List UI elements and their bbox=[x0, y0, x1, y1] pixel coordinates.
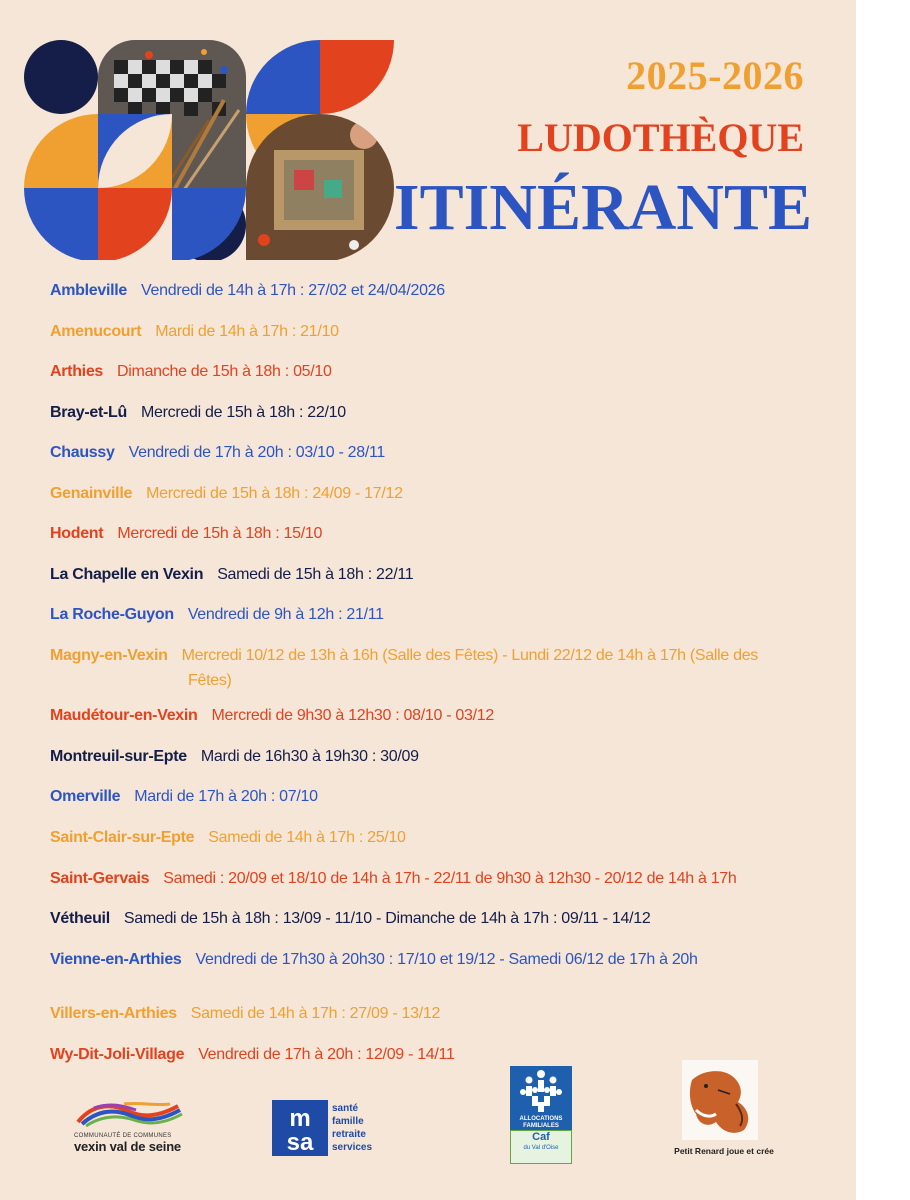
msa-logo bbox=[272, 1100, 394, 1158]
town-name: Bray-et-Lû bbox=[50, 404, 128, 421]
fox-image bbox=[682, 1060, 758, 1140]
town-schedule: Vendredi de 17h30 à 20h30 : 17/10 et 19/12 - Samedi 06/12 de 17h à 20h bbox=[195, 951, 698, 968]
years-title: 2025-2026 bbox=[626, 53, 804, 98]
town-name: Saint-Clair-sur-Epte bbox=[50, 829, 195, 846]
town-name: Chaussy bbox=[50, 444, 115, 461]
list-item bbox=[50, 481, 810, 506]
town-schedule: Samedi de 14h à 17h : 25/10 bbox=[208, 829, 406, 846]
blue-quarter-3 bbox=[246, 40, 320, 114]
svg-text:sa: sa bbox=[286, 1129, 314, 1156]
list-item bbox=[50, 562, 810, 587]
list-item bbox=[50, 602, 810, 627]
ccvvs-logo bbox=[74, 1100, 194, 1160]
ccvvs-small-text: COMMUNAUTÉ DE COMMUNES bbox=[74, 1133, 172, 1139]
msa-line: retraite bbox=[332, 1129, 366, 1140]
msa-line: santé bbox=[332, 1103, 359, 1114]
town-name: La Chapelle en Vexin bbox=[50, 566, 204, 583]
town-schedule: Mardi de 14h à 17h : 21/10 bbox=[155, 323, 339, 340]
list-item bbox=[50, 947, 810, 972]
caf-family-icon bbox=[510, 1066, 572, 1130]
town-name: La Roche-Guyon bbox=[50, 606, 174, 623]
red-quarter-3 bbox=[320, 40, 394, 114]
town-name: Amenucourt bbox=[50, 323, 142, 340]
msa-icon bbox=[272, 1100, 328, 1156]
list-item bbox=[50, 866, 810, 891]
town-schedule: Samedi de 15h à 18h : 22/11 bbox=[217, 566, 414, 583]
town-name: Montreuil-sur-Epte bbox=[50, 748, 187, 765]
town-schedule: Samedi de 14h à 17h : 27/09 - 13/12 bbox=[190, 1005, 441, 1022]
ludotheque-title: LUDOTHÈQUE bbox=[517, 115, 804, 160]
town-schedule-continued: Fêtes) bbox=[188, 672, 232, 689]
town-name: Omerville bbox=[50, 788, 121, 805]
list-item bbox=[50, 643, 810, 693]
svg-text:m: m bbox=[289, 1105, 311, 1132]
town-schedule: Mardi de 17h à 20h : 07/10 bbox=[134, 788, 318, 805]
town-name: Saint-Gervais bbox=[50, 870, 150, 887]
town-name: Maudétour-en-Vexin bbox=[50, 707, 198, 724]
navy-circle bbox=[24, 40, 98, 114]
caf-sub: du Val d'Oise bbox=[523, 1145, 559, 1151]
town-name: Ambleville bbox=[50, 282, 128, 299]
town-schedule: Samedi de 15h à 18h : 13/09 - 11/10 - Dimanche de 14h à 17h : 09/11 - 14/12 bbox=[123, 910, 651, 927]
town-schedule: Vendredi de 17h à 20h : 03/10 - 28/11 bbox=[128, 444, 385, 461]
list-item bbox=[50, 784, 810, 809]
fox-caption: Petit Renard joue et crée bbox=[674, 1146, 774, 1156]
list-item bbox=[50, 825, 810, 850]
town-name: Villers-en-Arthies bbox=[50, 1005, 177, 1022]
itinerante-title: ITINÉRANTE bbox=[393, 171, 812, 244]
blue-quarter bbox=[24, 188, 98, 260]
town-name: Arthies bbox=[50, 363, 104, 380]
list-item bbox=[50, 359, 810, 384]
caf-logo bbox=[510, 1066, 572, 1164]
list-item bbox=[50, 744, 810, 769]
ccvvs-swirl-icon bbox=[74, 1100, 186, 1128]
town-schedule: Vendredi de 17h à 20h : 12/09 - 14/11 bbox=[198, 1046, 455, 1063]
list-item bbox=[50, 440, 810, 465]
list-item bbox=[50, 278, 810, 303]
town-schedule: Mercredi 10/12 de 13h à 16h (Salle des Fêtes) - Lundi 22/12 de 14h à 17h (Salle des bbox=[181, 647, 758, 664]
town-name: Hodent bbox=[50, 525, 104, 542]
town-schedule: Mercredi de 15h à 18h : 24/09 - 17/12 bbox=[146, 485, 403, 502]
list-item bbox=[50, 703, 810, 728]
town-name: Genainville bbox=[50, 485, 133, 502]
list-item bbox=[50, 400, 810, 425]
town-name: Vienne-en-Arthies bbox=[50, 951, 182, 968]
msa-text bbox=[332, 1102, 372, 1154]
town-name: Magny-en-Vexin bbox=[50, 647, 168, 664]
list-item bbox=[50, 521, 810, 546]
town-schedule: Mardi de 16h30 à 19h30 : 30/09 bbox=[200, 748, 419, 765]
msa-line: services bbox=[332, 1142, 373, 1153]
town-schedule: Samedi : 20/09 et 18/10 de 14h à 17h - 22/11 de 9h30 à 12h30 - 20/12 de 14h à 17h bbox=[163, 870, 737, 887]
town-schedule: Mercredi de 9h30 à 12h30 : 08/10 - 03/12 bbox=[211, 707, 494, 724]
list-item bbox=[50, 906, 810, 931]
town-schedule: Vendredi de 9h à 12h : 21/11 bbox=[187, 606, 384, 623]
list-item bbox=[50, 319, 810, 344]
ccvvs-name: vexin val de seine bbox=[74, 1139, 181, 1154]
msa-line: famille bbox=[332, 1116, 364, 1127]
orange-half-disc bbox=[24, 114, 98, 188]
town-schedule: Vendredi de 14h à 17h : 27/02 et 24/04/2026 bbox=[141, 282, 445, 299]
petit-renard-logo bbox=[674, 1060, 774, 1160]
partner-logos bbox=[0, 1060, 856, 1170]
town-schedule: Mercredi de 15h à 18h : 15/10 bbox=[117, 525, 323, 542]
town-name: Wy-Dit-Joli-Village bbox=[50, 1046, 185, 1063]
geometric-decoration bbox=[24, 40, 394, 260]
town-name: Vétheuil bbox=[50, 910, 110, 927]
caf-bottom bbox=[510, 1130, 572, 1164]
board-game-photo bbox=[246, 114, 394, 260]
red-quarter bbox=[98, 188, 172, 260]
caf-name: Caf bbox=[532, 1131, 550, 1143]
caf-top-text: ALLOCATIONS FAMILIALES bbox=[519, 1116, 563, 1129]
fox-icon bbox=[682, 1060, 758, 1140]
list-item bbox=[50, 1001, 810, 1026]
town-schedule: Dimanche de 15h à 18h : 05/10 bbox=[117, 363, 332, 380]
town-schedule: Mercredi de 15h à 18h : 22/10 bbox=[141, 404, 346, 421]
